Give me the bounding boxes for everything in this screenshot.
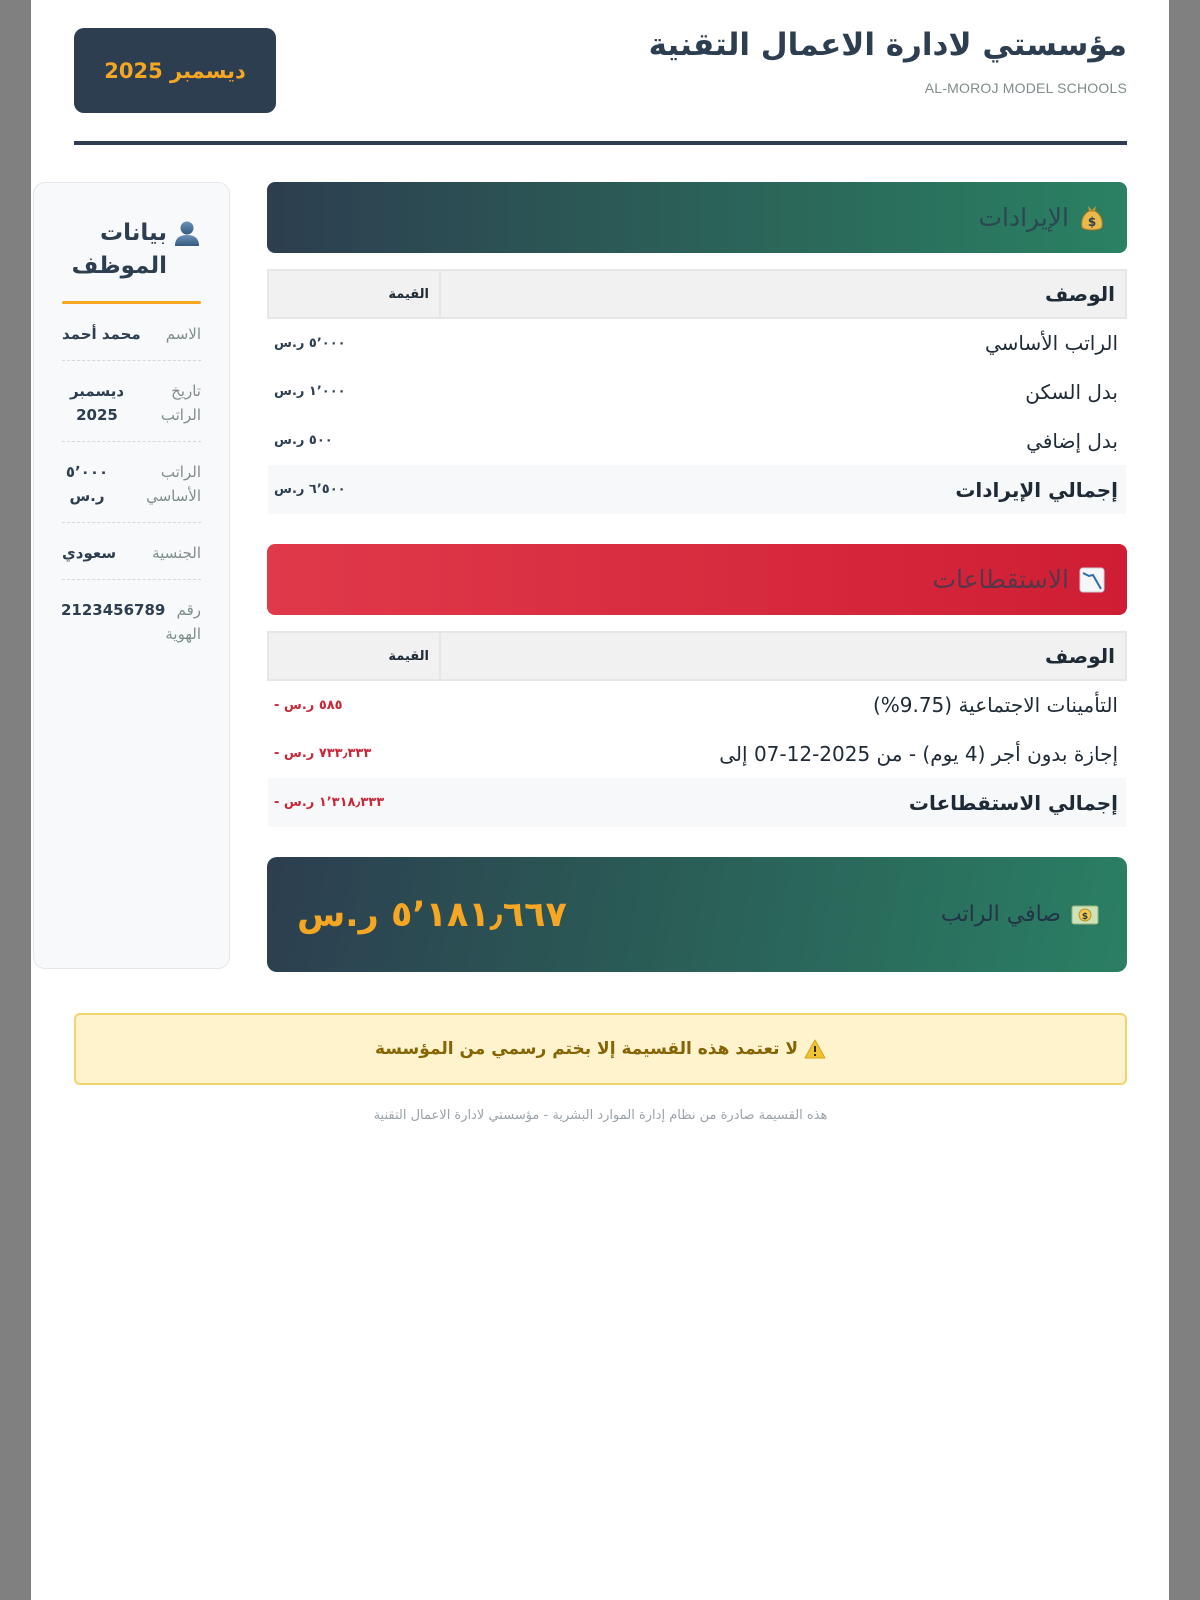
net-salary-label-text: صافي الراتب [940, 902, 1061, 927]
main-content [267, 182, 1127, 972]
table-header-row [268, 632, 1126, 680]
row-description: بدل إضافي [1026, 428, 1118, 453]
company-subtitle: AL-MOROJ MODEL SCHOOLS [924, 80, 1127, 96]
period-badge: ديسمبر 2025 [74, 28, 276, 113]
info-row-nationality [62, 523, 201, 580]
header [74, 0, 1127, 145]
info-value: محمد أحمد [62, 325, 141, 343]
row-value: ٥٬٠٠٠ ر.س [274, 335, 346, 351]
chart-decreasing-icon [1079, 566, 1105, 594]
brand [649, 24, 1127, 96]
row-value: - ٧٣٣٫٣٣٣ ر.س [274, 746, 372, 761]
banknote-icon [1071, 904, 1099, 926]
table-row [268, 729, 1126, 778]
column-header-value: القيمة [268, 270, 440, 318]
table-header-row [268, 270, 1126, 318]
info-label: تاريخ الراتب [160, 382, 201, 424]
table-row [268, 680, 1126, 729]
user-icon [173, 219, 201, 247]
warning-icon [804, 1039, 826, 1059]
info-label: رقم الهوية [165, 601, 201, 643]
table-row [268, 416, 1126, 465]
company-name: مؤسستي لادارة الاعمال التقنية [648, 27, 1127, 63]
net-salary-card [267, 857, 1127, 972]
net-salary-label [941, 902, 1099, 927]
total-value: - ١٬٣١٨٫٣٣٣ ر.س [268, 778, 440, 827]
info-value: سعودي [62, 544, 117, 562]
info-label: الراتب الأساسي [146, 463, 201, 505]
total-value: ٦٬٥٠٠ ر.س [268, 465, 440, 514]
total-label: إجمالي الاستقطاعات [440, 778, 1126, 827]
row-value: - ٥٨٥ ر.س [274, 697, 343, 713]
row-value: ١٬٠٠٠ ر.س [274, 384, 346, 399]
info-value: ديسمبر 2025 [69, 382, 125, 424]
earnings-title: الإيرادات [978, 203, 1069, 232]
info-row-name [62, 304, 201, 361]
column-header-description: الوصف [440, 632, 1126, 680]
info-value: ٥٬٠٠٠ ر.س [65, 463, 109, 505]
employee-info-title-text: بيانات الموظف [71, 220, 167, 279]
earnings-table [267, 269, 1127, 514]
footer-note: هذه القسيمة صادرة من نظام إدارة الموارد البشرية - مؤسستي لادارة الاعمال التقنية [373, 1108, 828, 1123]
deductions-header [267, 544, 1127, 615]
money-bag-icon [1079, 204, 1105, 232]
payslip-page [31, 0, 1169, 1600]
row-description: الراتب الأساسي [984, 331, 1118, 355]
employee-info-card [33, 182, 230, 969]
notice-text: لا تعتمد هذه القسيمة إلا بختم رسمي من المؤسسة [374, 1039, 799, 1059]
earnings-header [267, 182, 1127, 253]
info-label: الاسم [165, 325, 201, 343]
row-description: التأمينات الاجتماعية (9.75%) [872, 693, 1118, 717]
info-row-id-number [62, 580, 201, 660]
info-row-salary-date [62, 361, 201, 442]
total-row [268, 465, 1126, 514]
deductions-table [267, 631, 1127, 827]
svg-text:$: $ [1087, 214, 1097, 229]
employee-info-title [62, 217, 201, 283]
svg-text:$: $ [1081, 911, 1089, 922]
column-header-value: القيمة [268, 632, 440, 680]
total-row [268, 778, 1126, 827]
net-salary-value: ٥٬١٨١٫٦٦٧ ر.س [297, 894, 567, 935]
total-label: إجمالي الإيرادات [440, 465, 1126, 514]
row-description: بدل السكن [1025, 379, 1118, 404]
info-row-basic-salary [62, 442, 201, 523]
row-description: إجازة بدون أجر (4 يوم) - من 2025-12-07 إلى [719, 741, 1118, 766]
info-value: 2123456789 [61, 601, 166, 619]
table-row [268, 367, 1126, 416]
column-header-description: الوصف [440, 270, 1126, 318]
stamp-notice [74, 1013, 1127, 1085]
deductions-title: الاستقطاعات [932, 565, 1069, 594]
table-row [268, 318, 1126, 367]
row-value: ٥٠٠ ر.س [274, 433, 333, 448]
deductions-section [267, 544, 1127, 827]
earnings-section [267, 182, 1127, 514]
info-label: الجنسية [152, 544, 201, 562]
